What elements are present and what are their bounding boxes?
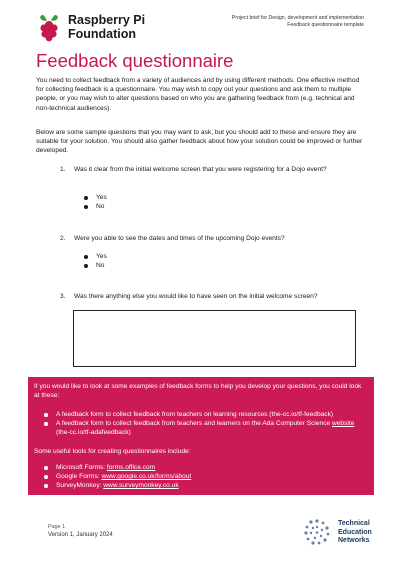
example-text: A feedback form to collect feedback from teachers on learning resources (the-cc.io/tf-feedback) (56, 411, 334, 418)
callout-intro: If you would like to look at some examples of feedback forms to help you develop your questions, you could look at these: (34, 383, 362, 400)
bullet-icon (44, 466, 48, 470)
tool-text (56, 463, 366, 472)
bullet-icon (44, 475, 48, 479)
page-footer (48, 523, 113, 539)
raspberry-pi-foundation-logo (36, 12, 186, 46)
resources-callout (28, 377, 374, 495)
tool-text (56, 472, 366, 481)
page-title: Feedback questionnaire (36, 50, 234, 71)
page-number: Page 1 (48, 524, 66, 530)
brief-line2: Feedback questionnaire template (287, 22, 364, 28)
surveymonkey-link[interactable]: www.surveymonkey.co.uk (103, 482, 179, 489)
ten-line1: Technical (338, 520, 370, 527)
raspberry-logo-icon (36, 13, 62, 43)
question-number: 1. (60, 166, 66, 173)
question-text: Was it clear from the initial welcome screen that you were registering for a Dojo event? (74, 166, 327, 173)
tool-name: Microsoft Forms: (56, 464, 107, 471)
ten-logo-text (338, 520, 372, 546)
intro-paragraph: You need to collect feedback from a variety of audiences and by using different methods. One effective method for collecting feedback is a questionnaire. You may wish to copy out your questions and ask them to multiple people, or you may wish to alter questions based on who you are gathering feedback from (e.g. technical and non-technical audiences). (36, 77, 360, 112)
bullet-icon (84, 196, 88, 200)
example-text-end: (the-cc.io/tf-adafeedback) (56, 429, 131, 437)
option-label: No (96, 203, 105, 210)
ten-logo (302, 517, 382, 553)
bullet-icon (44, 413, 48, 417)
page-header (36, 12, 364, 46)
microsoft-forms-link[interactable]: forms.office.com (106, 464, 156, 471)
tool-text (56, 481, 366, 490)
bullet-icon (84, 205, 88, 209)
logo-text-line2: Foundation (68, 26, 137, 41)
option-label: Yes (96, 194, 107, 201)
ten-line2: Education (338, 528, 372, 536)
question-text: Was there anything else you would like to have seen on the initial welcome screen? (74, 293, 318, 300)
bullet-icon (44, 422, 48, 426)
bullet-icon (44, 484, 48, 488)
logo-text (68, 14, 145, 41)
version-label: Version 1, January 2024 (48, 532, 113, 538)
bullet-icon (84, 255, 88, 259)
question-number: 3. (60, 293, 66, 300)
tool-name: Google Forms: (56, 473, 102, 480)
google-forms-link[interactable]: www.google.co.uk/forms/about (101, 473, 192, 480)
ten-network-logo-icon (302, 517, 332, 547)
option-label: Yes (96, 253, 107, 260)
project-brief-label (232, 15, 364, 29)
ten-line3: Networks (338, 537, 370, 545)
option-label: No (96, 262, 105, 269)
logo-text-line1: Raspberry Pi (68, 13, 146, 27)
instructions-paragraph: Below are some sample questions that you may want to ask, but you should add to these and ensure they are suitable for your solution. You should also gather feedback about how your solution could be improved or further developed. (36, 129, 363, 155)
tool-name: SurveyMonkey: (56, 482, 104, 489)
example-text-start: A feedback form to collect feedback from teachers and learners on the Ada Computer Science (56, 420, 332, 427)
bullet-icon (84, 264, 88, 268)
question-number: 2. (60, 235, 66, 242)
answer-text-box[interactable] (73, 310, 356, 367)
brief-line1: Project brief for Design, development and implementation (231, 15, 364, 21)
tools-intro: Some useful tools for creating questionnaires include: (34, 448, 191, 455)
question-text: Were you able to see the dates and times of the upcoming Dojo events? (74, 235, 285, 242)
ada-website-link[interactable]: website (332, 420, 355, 427)
example-text (56, 419, 366, 437)
